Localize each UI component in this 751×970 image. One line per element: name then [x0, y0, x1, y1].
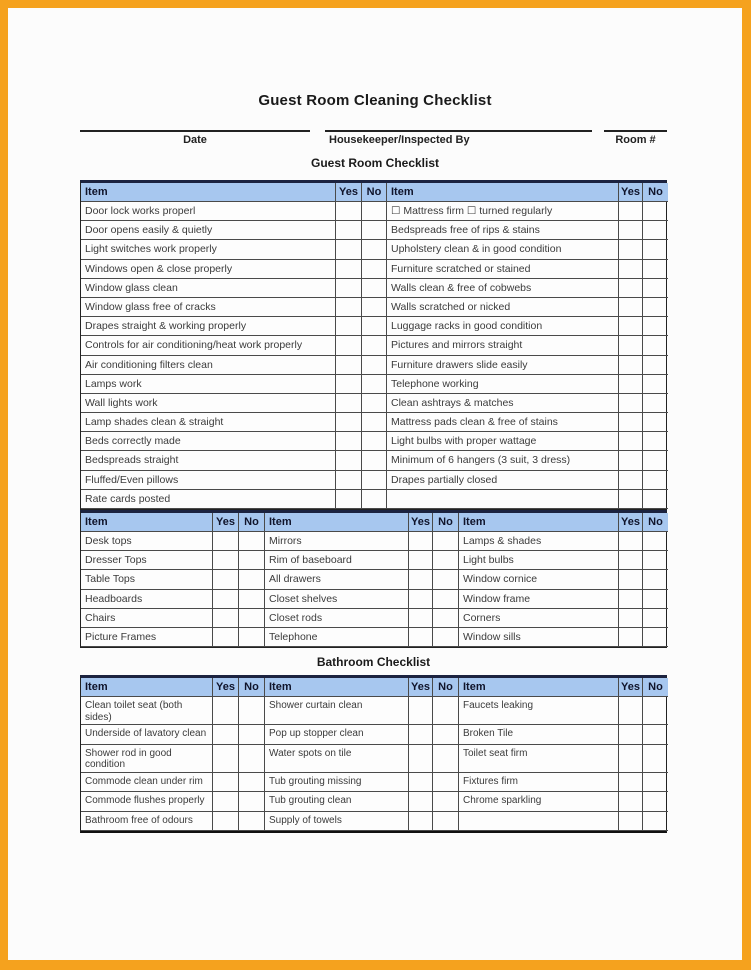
answer-no-cell	[362, 394, 387, 413]
answer-yes-cell	[336, 336, 362, 355]
item-cell: Commode clean under rim	[81, 773, 213, 793]
item-cell: Table Tops	[81, 570, 213, 589]
answer-no-cell	[433, 609, 459, 628]
answer-no-cell	[643, 628, 668, 647]
item-cell: Mirrors	[265, 532, 409, 551]
item-cell: Telephone	[265, 628, 409, 647]
answer-yes-cell	[409, 551, 433, 570]
yes-header: Yes	[619, 183, 643, 202]
answer-yes-cell	[409, 773, 433, 793]
signature-field-room-number	[604, 130, 667, 146]
answer-no-cell	[643, 551, 668, 570]
answer-yes-cell	[619, 221, 643, 240]
item-cell: Windows open & close properly	[81, 260, 336, 279]
item-cell: Pictures and mirrors straight	[387, 336, 619, 355]
item-cell: Pop up stopper clean	[265, 725, 409, 745]
answer-yes-cell	[336, 432, 362, 451]
item-cell: Shower curtain clean	[265, 697, 409, 725]
answer-yes-cell	[336, 356, 362, 375]
item-cell: Picture Frames	[81, 628, 213, 647]
no-header: No	[433, 678, 459, 697]
item-header: Item	[81, 513, 213, 532]
answer-no-cell	[433, 792, 459, 812]
answer-no-cell	[643, 432, 668, 451]
answer-yes-cell	[619, 697, 643, 725]
answer-no-cell	[362, 221, 387, 240]
answer-no-cell	[362, 317, 387, 336]
answer-no-cell	[239, 628, 265, 647]
item-header: Item	[81, 183, 336, 202]
answer-yes-cell	[336, 490, 362, 509]
item-cell	[387, 490, 619, 509]
item-cell: Faucets leaking	[459, 697, 619, 725]
answer-no-cell	[362, 279, 387, 298]
answer-no-cell	[239, 745, 265, 773]
item-cell: Bathroom free of odours	[81, 812, 213, 832]
answer-no-cell	[362, 202, 387, 221]
answer-yes-cell	[213, 532, 239, 551]
answer-yes-cell	[409, 725, 433, 745]
answer-yes-cell	[336, 279, 362, 298]
answer-no-cell	[643, 609, 668, 628]
item-cell: Furniture scratched or stained	[387, 260, 619, 279]
answer-yes-cell	[213, 628, 239, 647]
bathroom-table	[80, 675, 667, 833]
item-cell: Clean toilet seat (both sides)	[81, 697, 213, 725]
answer-no-cell	[433, 697, 459, 725]
yes-header: Yes	[213, 513, 239, 532]
item-cell: Telephone working	[387, 375, 619, 394]
answer-yes-cell	[336, 298, 362, 317]
answer-yes-cell	[619, 609, 643, 628]
guest-room-surfaces-table	[80, 510, 667, 648]
answer-yes-cell	[409, 609, 433, 628]
item-cell: Closet shelves	[265, 590, 409, 609]
answer-yes-cell	[213, 609, 239, 628]
answer-yes-cell	[213, 725, 239, 745]
item-cell: Rim of baseboard	[265, 551, 409, 570]
answer-yes-cell	[619, 375, 643, 394]
yes-header: Yes	[409, 678, 433, 697]
item-cell: Tub grouting clean	[265, 792, 409, 812]
item-cell: Walls clean & free of cobwebs	[387, 279, 619, 298]
item-cell: Lamps work	[81, 375, 336, 394]
answer-yes-cell	[213, 570, 239, 589]
item-cell: Underside of lavatory clean	[81, 725, 213, 745]
item-cell: Drapes partially closed	[387, 471, 619, 490]
answer-yes-cell	[619, 413, 643, 432]
answer-yes-cell	[336, 221, 362, 240]
item-cell: Chairs	[81, 609, 213, 628]
answer-no-cell	[643, 221, 668, 240]
answer-yes-cell	[409, 745, 433, 773]
answer-yes-cell	[619, 279, 643, 298]
item-cell: Broken Tile	[459, 725, 619, 745]
answer-no-cell	[433, 725, 459, 745]
answer-no-cell	[643, 792, 668, 812]
item-cell: Desk tops	[81, 532, 213, 551]
answer-no-cell	[362, 240, 387, 259]
answer-no-cell	[643, 260, 668, 279]
answer-no-cell	[239, 725, 265, 745]
answer-yes-cell	[336, 413, 362, 432]
answer-yes-cell	[619, 240, 643, 259]
answer-no-cell	[239, 551, 265, 570]
answer-no-cell	[239, 697, 265, 725]
answer-yes-cell	[619, 490, 643, 509]
answer-yes-cell	[619, 812, 643, 832]
answer-no-cell	[433, 590, 459, 609]
item-cell: Light switches work properly	[81, 240, 336, 259]
answer-no-cell	[239, 570, 265, 589]
item-cell: Window frame	[459, 590, 619, 609]
item-cell: Fluffed/Even pillows	[81, 471, 336, 490]
answer-yes-cell	[619, 551, 643, 570]
answer-no-cell	[643, 451, 668, 470]
answer-no-cell	[239, 812, 265, 832]
answer-yes-cell	[213, 792, 239, 812]
item-header: Item	[265, 513, 409, 532]
item-cell: Upholstery clean & in good condition	[387, 240, 619, 259]
item-cell: Tub grouting missing	[265, 773, 409, 793]
answer-yes-cell	[336, 451, 362, 470]
answer-no-cell	[643, 490, 668, 509]
answer-no-cell	[433, 532, 459, 551]
section-heading-guest-room: Guest Room Checklist	[310, 156, 440, 170]
item-cell: Corners	[459, 609, 619, 628]
item-cell: Toilet seat firm	[459, 745, 619, 773]
answer-no-cell	[362, 356, 387, 375]
item-cell: Mattress pads clean & free of stains	[387, 413, 619, 432]
answer-no-cell	[643, 697, 668, 725]
answer-no-cell	[362, 432, 387, 451]
answer-no-cell	[239, 773, 265, 793]
answer-no-cell	[643, 812, 668, 832]
item-cell: Dresser Tops	[81, 551, 213, 570]
no-header: No	[643, 678, 668, 697]
answer-no-cell	[362, 336, 387, 355]
answer-no-cell	[239, 532, 265, 551]
signature-field-date	[80, 130, 310, 146]
answer-yes-cell	[409, 532, 433, 551]
item-cell: Bedspreads straight	[81, 451, 336, 470]
answer-no-cell	[643, 240, 668, 259]
item-header: Item	[81, 678, 213, 697]
answer-no-cell	[643, 590, 668, 609]
answer-no-cell	[362, 413, 387, 432]
item-cell: Supply of towels	[265, 812, 409, 832]
item-cell: Walls scratched or nicked	[387, 298, 619, 317]
answer-yes-cell	[409, 697, 433, 725]
guest-room-main-table	[80, 180, 667, 510]
answer-no-cell	[239, 792, 265, 812]
answer-no-cell	[362, 298, 387, 317]
answer-yes-cell	[619, 317, 643, 336]
answer-yes-cell	[409, 590, 433, 609]
answer-no-cell	[362, 490, 387, 509]
item-cell: Rate cards posted	[81, 490, 336, 509]
yes-header: Yes	[619, 678, 643, 697]
no-header: No	[239, 678, 265, 697]
answer-yes-cell	[619, 260, 643, 279]
item-cell: Clean ashtrays & matches	[387, 394, 619, 413]
signature-label-room-number: Room #	[615, 134, 656, 146]
item-header: Item	[459, 678, 619, 697]
item-cell: Light bulbs	[459, 551, 619, 570]
item-cell: Wall lights work	[81, 394, 336, 413]
yes-header: Yes	[213, 678, 239, 697]
item-cell: Headboards	[81, 590, 213, 609]
answer-no-cell	[362, 260, 387, 279]
yes-header: Yes	[619, 513, 643, 532]
signature-field-housekeeper	[325, 130, 592, 146]
answer-yes-cell	[619, 532, 643, 551]
item-cell: Closet rods	[265, 609, 409, 628]
item-cell: Chrome sparkling	[459, 792, 619, 812]
answer-no-cell	[643, 317, 668, 336]
item-header: Item	[459, 513, 619, 532]
answer-yes-cell	[336, 240, 362, 259]
answer-no-cell	[362, 451, 387, 470]
answer-no-cell	[433, 570, 459, 589]
item-cell: Air conditioning filters clean	[81, 356, 336, 375]
answer-yes-cell	[336, 375, 362, 394]
item-cell: Controls for air conditioning/heat work properly	[81, 336, 336, 355]
answer-no-cell	[643, 570, 668, 589]
item-cell: Bedspreads free of rips & stains	[387, 221, 619, 240]
answer-yes-cell	[619, 792, 643, 812]
no-header: No	[433, 513, 459, 532]
item-cell: Furniture drawers slide easily	[387, 356, 619, 375]
answer-yes-cell	[409, 570, 433, 589]
item-cell: Light bulbs with proper wattage	[387, 432, 619, 451]
answer-yes-cell	[213, 590, 239, 609]
answer-no-cell	[643, 356, 668, 375]
no-header: No	[643, 183, 668, 202]
answer-yes-cell	[619, 471, 643, 490]
answer-no-cell	[433, 773, 459, 793]
answer-no-cell	[643, 279, 668, 298]
item-cell: ☐ Mattress firm ☐ turned regularly	[387, 202, 619, 221]
item-cell: Fixtures firm	[459, 773, 619, 793]
item-cell: Window cornice	[459, 570, 619, 589]
answer-no-cell	[433, 745, 459, 773]
answer-no-cell	[643, 413, 668, 432]
answer-no-cell	[362, 375, 387, 394]
answer-yes-cell	[336, 202, 362, 221]
no-header: No	[643, 513, 668, 532]
answer-no-cell	[433, 812, 459, 832]
answer-yes-cell	[409, 628, 433, 647]
document-page	[8, 8, 742, 960]
item-cell	[459, 812, 619, 832]
item-cell: All drawers	[265, 570, 409, 589]
answer-yes-cell	[619, 590, 643, 609]
answer-yes-cell	[619, 202, 643, 221]
answer-yes-cell	[619, 745, 643, 773]
item-cell: Water spots on tile	[265, 745, 409, 773]
item-cell: Door opens easily & quietly	[81, 221, 336, 240]
answer-yes-cell	[619, 432, 643, 451]
item-cell: Door lock works properl	[81, 202, 336, 221]
yes-header: Yes	[409, 513, 433, 532]
answer-yes-cell	[619, 628, 643, 647]
answer-yes-cell	[336, 317, 362, 336]
answer-no-cell	[239, 609, 265, 628]
answer-yes-cell	[336, 471, 362, 490]
item-cell: Window glass clean	[81, 279, 336, 298]
item-header: Item	[387, 183, 619, 202]
item-cell: Shower rod in good condition	[81, 745, 213, 773]
answer-yes-cell	[213, 745, 239, 773]
item-cell: Beds correctly made	[81, 432, 336, 451]
answer-yes-cell	[619, 356, 643, 375]
answer-no-cell	[643, 725, 668, 745]
answer-no-cell	[643, 375, 668, 394]
answer-yes-cell	[409, 792, 433, 812]
document-title: Guest Room Cleaning Checklist	[258, 92, 492, 109]
answer-yes-cell	[619, 394, 643, 413]
item-cell: Drapes straight & working properly	[81, 317, 336, 336]
answer-no-cell	[643, 745, 668, 773]
answer-yes-cell	[409, 812, 433, 832]
signature-label-date: Date	[183, 134, 207, 146]
answer-no-cell	[433, 628, 459, 647]
item-cell: Luggage racks in good condition	[387, 317, 619, 336]
item-header: Item	[265, 678, 409, 697]
answer-no-cell	[643, 202, 668, 221]
answer-no-cell	[643, 773, 668, 793]
answer-no-cell	[643, 532, 668, 551]
answer-yes-cell	[336, 260, 362, 279]
answer-no-cell	[643, 298, 668, 317]
item-cell: Minimum of 6 hangers (3 suit, 3 dress)	[387, 451, 619, 470]
answer-yes-cell	[213, 773, 239, 793]
answer-yes-cell	[619, 570, 643, 589]
answer-yes-cell	[619, 336, 643, 355]
item-cell: Lamp shades clean & straight	[81, 413, 336, 432]
checklist-tables	[80, 180, 667, 833]
item-cell: Commode flushes properly	[81, 792, 213, 812]
no-header: No	[239, 513, 265, 532]
item-cell: Window sills	[459, 628, 619, 647]
yes-header: Yes	[336, 183, 362, 202]
answer-no-cell	[239, 590, 265, 609]
answer-yes-cell	[619, 298, 643, 317]
item-cell: Window glass free of cracks	[81, 298, 336, 317]
item-cell: Lamps & shades	[459, 532, 619, 551]
answer-no-cell	[362, 471, 387, 490]
answer-yes-cell	[213, 551, 239, 570]
answer-no-cell	[433, 551, 459, 570]
signature-label-housekeeper: Housekeeper/Inspected By	[329, 134, 470, 146]
answer-no-cell	[643, 336, 668, 355]
answer-yes-cell	[213, 812, 239, 832]
answer-yes-cell	[619, 773, 643, 793]
answer-yes-cell	[336, 394, 362, 413]
answer-yes-cell	[213, 697, 239, 725]
no-header: No	[362, 183, 387, 202]
answer-yes-cell	[619, 451, 643, 470]
answer-no-cell	[643, 394, 668, 413]
answer-yes-cell	[619, 725, 643, 745]
answer-no-cell	[643, 471, 668, 490]
section-heading-bathroom: Bathroom Checklist	[316, 655, 431, 670]
